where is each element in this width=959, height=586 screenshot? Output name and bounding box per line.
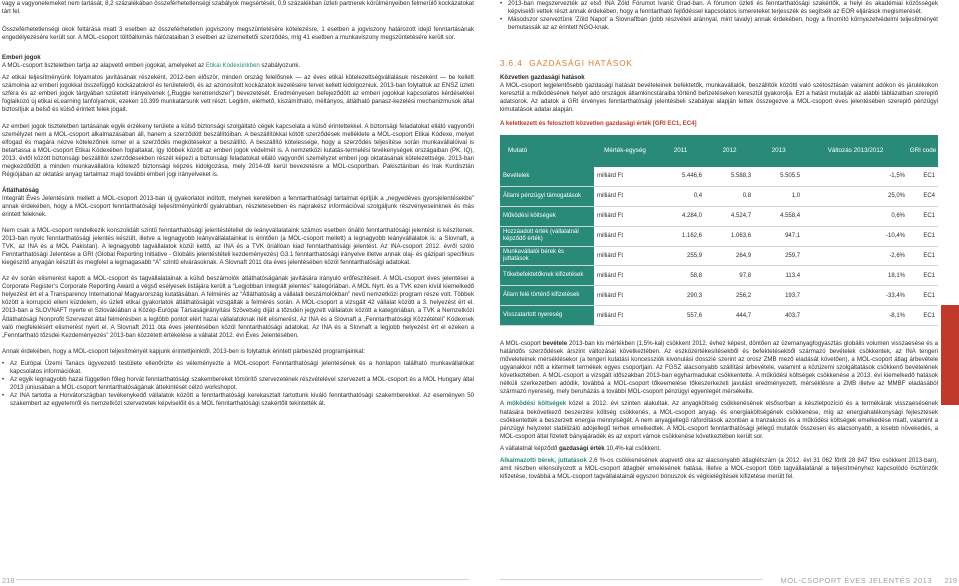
paragraph-transparency: Integrált Éves Jelentésünk mellett a MOL-csoport 2013-ban új gyakorlatot indított, melynek keretében a fenntarthatósági tartalmat építjük a „negyedéves gyorsjelentésekbe” annak érdekében, hogy a MOL-csoport fenntarthatósági teljesítményünkről gyakrabban, részletesebben és naprakész információval szolgáljunk részvényeseinknek és más érintett feleknek. xyxy=(2,194,474,218)
table-row xyxy=(500,246,938,266)
table-row xyxy=(500,306,938,326)
value-2011: 4.284,0 xyxy=(656,206,705,226)
value-2013: 193,7 xyxy=(754,286,803,306)
value-change: 18,1% xyxy=(803,266,908,286)
value-gri: EC1 xyxy=(908,167,938,187)
page-number-left: 218 xyxy=(2,575,15,585)
table-title: A keletkezett és felosztott közvetlen gazdasági érték [GRI EC1, EC4] xyxy=(500,120,697,128)
col-header-2012: 2012 xyxy=(705,135,754,167)
row-label: Működési költségek xyxy=(500,206,594,226)
table-row xyxy=(500,206,938,226)
economic-value-table xyxy=(500,135,938,327)
paragraph-intro: vagy a vagyonelemeket nem tartását, 8,2 százalékában összeférhetetlenségi szabályok megsértését, 0,9 százalékban üzleti partnerek körülményeiben felmerülő kockázatokat tárt fel. xyxy=(2,0,474,16)
row-label: Hozzáadott érték (vállalatnál képződő érték) xyxy=(500,226,594,246)
value-change: -10,4% xyxy=(803,226,908,246)
value-2011: 58,8 xyxy=(656,266,705,286)
value-2013: 403,7 xyxy=(754,306,803,326)
list-item: • Az INA tartotta a Horvátországban tevékenykedő vállalatok között a fenntarthatósági kerekasztalt tartottunk kiváló fenntarthatósági szakemberekkel. Az eseményen 50 szakembert az egyetemről és nemzetközi szervezetek képviselőit és a MOL fenntarthatósági szakértőit tekintették át. xyxy=(2,392,474,408)
value-2012: 1.063,6 xyxy=(705,226,754,246)
row-unit: milliárd Ft xyxy=(594,306,656,326)
value-change: -2,6% xyxy=(803,246,908,266)
left-column xyxy=(0,0,474,412)
col-header-2011: 2011 xyxy=(656,135,705,167)
value-2012: 4.524,7 xyxy=(705,206,754,226)
col-header-indicator: Mutató xyxy=(500,135,594,167)
table-row xyxy=(500,186,938,206)
paragraph-awards: Az év során elismerést kapott a MOL-csoport és tagvállalatainak a külső beszámolók átláthatóságának javítására irányuló erőfeszítéseit. A MOL-csoport éves jelentései a Corporate Register’s Corporate Reporting Award a végső esélyesek listájára került a “Legjobban integrált jelentés” kategóriában. A MOL Nyrt. és a TVK ezen kívül kiemelkedő helyezést ért el a Transparency International Magyarország kutatásában. A felmérés az “Átláthatóság a vállalati beszámolókban” nevű nemzetközi program része volt. Többek között a korrupció elleni küzdelem, és üzleti etikai gyakorlatok átláthatóságát vizsgálták a felmérés során. A MOL-csoport a vizsgált 42 vállalat között a 3. helyezést ért el. 2013-ban a SLOVNAFT nyerte el Szlovákiában a Közép-Európai Társaságirányítási Szövetség díját a tőzsdén jegyzett vállalatok között a kategóriában, a TVK a Nemzetközi Átláthatósági Nonprofit Szervezet által felmérésben a legtöbb pontot elért hazai vállalatoknak ítélt elismerést. Az INA és a Slovnaft a „Fenntarthatósági Közzétételi” Kódexnek való megfelelésért elismerést nyert el. A Slovnaft 2011 óta éves jelentésében közöl fenntarthatósági adatokat. Az INA és a Slovnaft a legjobb helyezést ért el ezeken a „Fenntartható tőzsdei Kezdeményezés” 2013-ban közzétett értékelése a vállalat 2012. évi Éves Jelentésében. xyxy=(2,275,474,339)
value-2013: 113,4 xyxy=(754,266,803,286)
paragraph-operating-costs: A működési költségek közel a 2012. évi szinten alakultak. Az anyagköltség csökkenésének elsősorban a készletpozíció és a termékárak visszaesésének hatására bekövetkező beszerzési költség csökkenés, a MOL-csoport anyag- és energiaköltségének csökkenése, míg az energiahatékonysági fejlesztések csökkentették a beszerzett energia mennyiségét. A nem anyagjellegű ráfordítások azonban a tranzakciós és a működési költségek emelkedése miatt, valamint a pénzügyi helyzetet stabilizáló adójellegű terhek emelkedtek. A MOL-csoport fenntarthatósági jellegű mutatók összesen és alacsonyabb, a kisebb növekedés, a MOL-csoport által fizetett bányajáradék és az export vámok csökkenése következtében került sor. xyxy=(500,400,939,440)
paragraph-wages: Alkalmazotti bérek, juttatások 2,6 %-os csökkenésének alapvető oka az alacsonyabb átlaglétszám (a 2012. évi 31 062 főről 28 847 főre csökkent 2013-ban), amit részben ellensúlyozott a MOL-csoport átlagbér emelésének hatása, illetve a MOL-csoport több tagvállalatánál a teljesítményhez kapcsolódó ösztönzők kifizetése, továbbá a MOL-csoport tagvállalatainál egyszeri bónuszok és végkielégítések kifizetése merült fel. xyxy=(500,456,938,480)
dialogue-list xyxy=(2,360,474,408)
value-2012: 264,9 xyxy=(705,246,754,266)
right-column xyxy=(500,0,938,485)
row-unit: milliárd Ft xyxy=(594,286,656,306)
col-header-2013: 2013 xyxy=(754,135,803,167)
value-gri: EC1 xyxy=(908,226,938,246)
col-header-gri: GRI code xyxy=(908,135,938,167)
paragraph-ethics: Az etikai teljesítményünk folyamatos javításának részeként, 2012-ben először, minden ország felelősnek — az éves etikai kötelezettségvállalásuk részeként — be kellett számolnia az emberi jogokkal összefüggő kockázatokról és területekről, és az azonosított kockázatok kezelésére tervet kellett kidolgozniuk. 2013-ban folytattuk az ENSZ üzleti szféra és az emberi jogok tárgyában született irányelvének („Ruggie keretrendszer”) bevezetését. Eredményesen befejeződött az emberi jogokkal kapcsolatos kérdésekkel foglalkozó új etikai eLearning tanfolyamok, ezeken 10.399 munkatársunk vett részt. Legitim, elérhető, kiszámítható, méltányos, átlátható panasz-kezelési mechanizmusok által biztosítjuk a belső és külső érintett felek jogait. xyxy=(2,74,474,114)
value-change: -8,1% xyxy=(803,306,908,326)
value-gri: EC1 xyxy=(908,306,938,326)
row-label: Munkavállalói bérek és juttatások xyxy=(500,246,594,266)
paragraph-conflicts: Összeférhetetlenségi okok feltárása miatt 3 esetben az összeférhetetlen jogviszony megszüntetésére kötelezésre, 1 esetben a jogviszony határozott idejű fenntartásának engedélyezésére került sor. A MOL-csoport töltőállomás hálózataiban 3 esetben az üzemeltetői szerződés, míg 41 esetben a munkaviszony megszüntetésére került sor. xyxy=(2,26,474,42)
human-rights-heading: Emberi jogok xyxy=(2,54,41,62)
row-label: Állam felé történő kifizetések xyxy=(500,286,594,306)
value-gri: EC4 xyxy=(908,186,938,206)
value-2011: 557,6 xyxy=(656,306,705,326)
paragraph-human-rights: A MOL-csoport tiszteletben tartja az alapvető emberi jogokat, amelyeket az Etikai Kódexünkben szabályozunk. xyxy=(2,62,301,70)
value-2011: 290,3 xyxy=(656,286,705,306)
row-label: Bevételek xyxy=(500,167,594,187)
page-number-right: 219 xyxy=(944,575,957,585)
transparency-heading: Átláthatóság xyxy=(2,186,39,194)
value-change: -33,4% xyxy=(803,286,908,306)
chapter-tab[interactable] xyxy=(941,305,959,405)
value-2013: 1,0 xyxy=(754,186,803,206)
table-row xyxy=(500,286,938,306)
list-item: • Az egyik legnagyobb hazai független főleg horvát fenntarthatósági szakembereket tömörítő szervezetének részvételével szervezett a MOL-csoport és a MOL Hungary által 2013 júniusában a MOL-csoport fenntarthatóságának áttekintését célzó workshopot. xyxy=(2,376,474,392)
value-2011: 5.446,6 xyxy=(656,167,705,187)
row-label: Állami pénzügyi támogatások xyxy=(500,186,594,206)
value-2011: 255,9 xyxy=(656,246,705,266)
value-2011: 0,4 xyxy=(656,186,705,206)
row-label: Visszatartott nyereség xyxy=(500,306,594,326)
table-row xyxy=(500,167,938,187)
row-unit: milliárd Ft xyxy=(594,266,656,286)
paragraph-economic-value: A vállalatnál képződő gazdasági érték 10,4%-kal csökkent. xyxy=(500,444,661,452)
paragraph-dialogue: Annak érdekében, hogy a MOL-csoport teljesítményét kapjunk érintettjeinktől, 2013-ben is folytattuk érintett párbeszéd programjainkat: xyxy=(2,347,366,355)
row-unit: milliárd Ft xyxy=(594,167,656,187)
value-gri: EC1 xyxy=(908,206,938,226)
value-gri: EC1 xyxy=(908,286,938,306)
value-2012: 5.588,3 xyxy=(705,167,754,187)
value-gri: EC1 xyxy=(908,266,938,286)
row-unit: milliárd Ft xyxy=(594,186,656,206)
value-2012: 97,8 xyxy=(705,266,754,286)
table-body xyxy=(500,167,938,326)
direct-impacts-heading: Közvetlen gazdasági hatások xyxy=(500,74,585,82)
row-unit: milliárd Ft xyxy=(594,246,656,266)
value-change: 0,6% xyxy=(803,206,908,226)
value-2011: 1.162,6 xyxy=(656,226,705,246)
value-change: 25,0% xyxy=(803,186,908,206)
table-row xyxy=(500,226,938,246)
footer-rule-right xyxy=(500,579,763,580)
paragraph-security: Az emberi jogok tiszteletben tartásának egyik érzékeny területe a külső biztonsági szolgáltató cégek kapcsolata a külső érintettekkel. A biztonsági feladatokat ellátó vagyonőri személyzet nem a MOL-csoport alkalmazásában áll, hanem a szerződött beszállítóiban. A beszállítókkal kötött szerződések melléklete a MOL-csoport Etikai Kódexe, melyet elfogad és magára nézve kötelezőnek ismer el a szerződés megkötésekor a beszállító. A beszállító kötelessége, hogy a szerződés teljesítése során munkavállalóival is betartassa a MOL-csoport Etikai Kódexében foglaltakat, így többek között az emberi jogok védelmét is. A nemzetközi kutatás-termelési tevékenységek országaiban (PK, IQ), 2013. évtől között biztonsági beszállítói szerződésekben részét képezi a biztonsági feladatokat ellátó vagyonőri személyzet emberi jogi oktatásának kötelezettsége. 2013-ban megkezdődött a minden munkavállalóra kötelező biztonsági képzés kidolgozása, mely 2014-től kerül bevezetésre a MOL-csoportban. Pakisztánban és Irak Kurdisztán Régiójában az oktatási anyag tartalmaz majd további emberi jogi irányelveket is. xyxy=(2,122,474,178)
value-change: -1,5% xyxy=(803,167,908,187)
footer-rule-left xyxy=(16,579,469,580)
table-row xyxy=(500,266,938,286)
value-2013: 259,7 xyxy=(754,246,803,266)
col-header-unit: Mérték-egység xyxy=(594,135,656,167)
footer-title: MOL-CSOPORT ÉVES JELENTÉS 2013 xyxy=(780,575,932,585)
row-unit: milliárd Ft xyxy=(594,226,656,246)
value-gri: EC1 xyxy=(908,246,938,266)
value-2013: 5.505,5 xyxy=(754,167,803,187)
value-2012: 444,7 xyxy=(705,306,754,326)
list-item: • Az Európai Üzemi Tanács ügyvezető testülete ellenőrizte és véleményezte a MOL-csoport Fenntarthatósági jelentésének és a honlapon található munkavállalókat kapcsolatos információkat. xyxy=(2,360,474,376)
value-2013: 4.558,4 xyxy=(754,206,803,226)
value-2012: 0,8 xyxy=(705,186,754,206)
value-2013: 947,1 xyxy=(754,226,803,246)
paragraph-direct-impacts: A MOL-csoport legjelentősebb gazdasági hatását bevételeinek befektetők, munkavállalók, beszállítók közötti való szétosztásán valamint adókon és járulékokon keresztül a működésének helyet adó országok államkincstáraiba történő befizetéseken keresztül gyakorolja. Ezt a hatást mutatják az alábbi táblázatban szereplő adatsorok. Az adatok a GRI érvényes fenntarthatósági jelentésbeli szabályai alapján lettek összegezve a MOL-csoport éves jelentésében szereplő pénzügyi kimutatások adatai alapján. xyxy=(500,82,938,114)
section-heading: 3.6.4 GAZDASÁGI HATÁSOK xyxy=(500,59,633,69)
list-item: • Másodszor szerveztünk ‘Zöld Napot’ a Slovnaftban (jobb részvételi aránnyal, mint tavaly) annak érdekében, hogy a finomító környezetvédelmi teljesítményét bemutassák az az érintett NGO-knak. xyxy=(500,16,938,32)
col-header-change: Változás 2013/2012 xyxy=(803,135,908,167)
forum-list xyxy=(500,0,938,32)
list-item: • 2013-ban megszervezték az első INA Zöld Fórumot Ivanić Grad-ban. A fórumon üzleti és fenntarthatósági szakértők, a helyi és akadémiai közösségek képviselői vettek részt annak érdekében, hogy a fenntartható fejlődéssel kapcsolatos ismereteket terjesszék és segítsék az EOR eljárások megismerését. xyxy=(500,0,938,16)
value-2012: 256,2 xyxy=(705,286,754,306)
code-of-ethics-link[interactable]: Etikai Kódexünkben xyxy=(205,62,260,70)
paragraph-revenue: A MOL-csoport bevétele 2013-ban kis mértékben (1,5%-kal) csökkent 2012. évhez képest, döntően az üzemanyagfogyasztás globális volumen visszaesése és a határidős szerződések árszint változásai következtében. Az eszközértékesítésekből és befektetésekből származó bevételek csökkentek, az INA tengeri műveleteinek mérséklésekor (a tengeri kutatási koncessziók kivonulási dosszié szerint az orosz ZMB mező eladását követően), a MOL-csoport átlag árbevétele ugyanakkor nőtt a kitermelt termékek egyes csoportjain. Az FGSZ alacsonyabb szállítási árbevétele, valamint a közüzemi szolgáltatások csökkenő bevételének következtében. A MOL-csoport a vizsgált időszakban 2013-ban egyharmadukat csökkentette. A működési költségek csökkenése a 2013. évi kiemelkedő hatások nélküli szerkezetben adódik, továbbá a MOL-csoport tőkeemelése tőkeszerkezeti javulást eredményezett, mérséklésre a ZMB illetve az MMBF eladásából származó nyereség, mely beruházás a további MOL-csoport pénzügyi egyenlegét mérsékelte. xyxy=(500,340,938,396)
row-label: Tőkebefektetőknek kifizetések xyxy=(500,266,594,286)
paragraph-reports: Nem csak a MOL-csoport rendelkezik konszolidált szintű fenntarthatósági jelentéstétellel de leányvállalataink számos esetben önálló fenntarthatósági jelentést is készítenek. 2013-ban nyolc fenntarthatósági jelentés készült, illetve a legnagyobb leányvállalatainkat is érintően (a MOL-csoport mellett) a legnagyobb leányvállalatok is: a Slovnaft, a TVK, az INA és a MOL Pakistan). A legnagyobb tagvállalatok közül kettő, az INA és a TVK önállóan kiad fenntarthatósági jelentést. Az INA-csoport 2012. évről szóló Fenntarthatósági Jelentése a GRI (Global Reporting Initiative - Globális jelentéstételi kezdeményezés) G3.1 fenntarthatósági irányelve illetve annak olaj- és gázipari specifikus kiegészítő anyagán készült és megfelel a legmagasabb “A” szintű elvárásoknak. A Slovnaft 2011 óta éves jelentésében közöl fenntarthatósági adatokat. xyxy=(2,227,474,267)
table-header-row xyxy=(500,135,938,167)
row-unit: milliárd Ft xyxy=(594,206,656,226)
